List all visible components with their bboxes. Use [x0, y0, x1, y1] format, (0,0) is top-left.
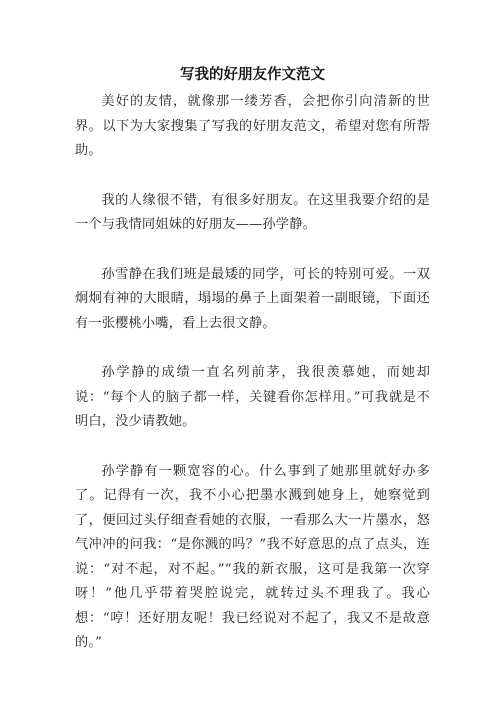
paragraph-5: 孙学静有一颗宽容的心。什么事到了她那里就好办多了。记得有一次，我不小心把墨水溅到她身上，她察觉到了，便回过头仔细查看她的衣服，一看那么大一片墨水，怒气冲冲的问我：“是你溅的吗？”我不好意思的点了点头，连说：“对不起，对不起。”“我的新衣服，这可是我第一次穿呀！”他几乎带着哭腔说完，就转过头不理我了。我心想：“哼！还好朋友呢！我已经说对不起了，我又不是故意的。” — [75, 463, 430, 650]
paragraph-4: 孙学静的成绩一直名列前茅，我很羡慕她，而她却说：“每个人的脑子都一样，关键看你怎样用。”可我就是不明白，没少请教她。 — [75, 365, 430, 429]
paragraph-3: 孙雪静在我们班是最矮的同学，可长的特别可爱。一双炯炯有神的大眼睛，塌塌的鼻子上面架着一副眼镜，下面还有一张樱桃小嘴，看上去很文静。 — [75, 266, 430, 331]
document-title: 写我的好朋友作文范文 — [180, 66, 325, 83]
paragraph-2: 我的人缘很不错，有很多好朋友。在这里我要介绍的是一个与我情同姐妹的好朋友——孙学静。 — [75, 192, 430, 232]
paragraph-intro: 美好的友情，就像那一缕芳香，会把你引向清新的世界。以下为大家搜集了写我的好朋友范文，希望对您有所帮助。 — [75, 94, 430, 158]
